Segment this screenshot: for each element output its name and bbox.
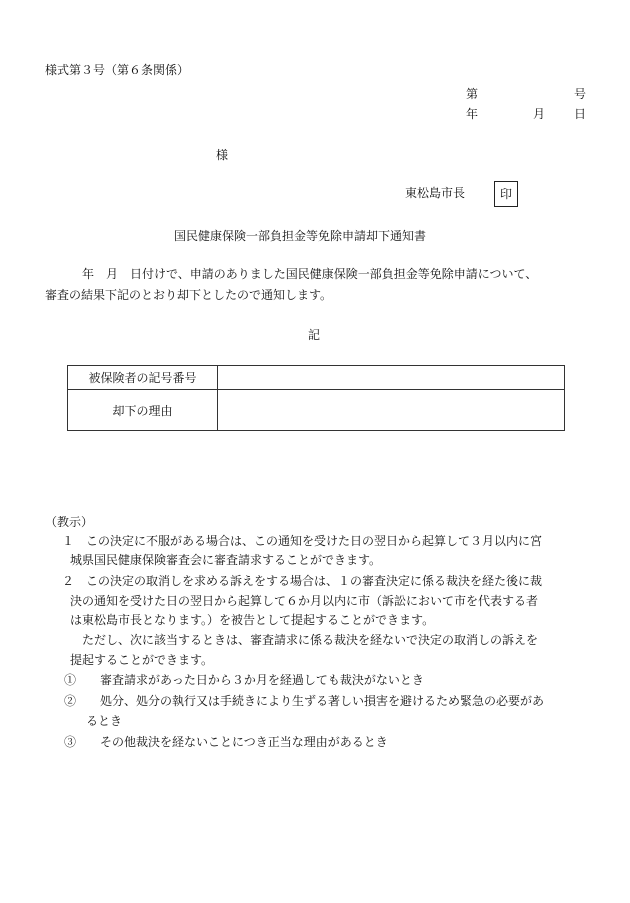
table-row [68,366,565,390]
notice-heading: （教示） [45,515,94,529]
table-value-insured-number [218,366,565,390]
notice-item1-line1: １ この決定に不服がある場合は、この通知を受けた日の翌日から起算して３月以内に宮 [62,534,543,548]
notice-sub1: ① 審査請求があった日から３か月を経過しても裁決がないとき [64,673,424,687]
date-day: 日 [574,107,587,121]
date-year: 年 [466,107,479,121]
notice-item2-line5: 提起することができます。 [70,653,214,667]
details-table [67,365,565,431]
table-row [68,390,565,431]
ki-heading: 記 [308,328,321,342]
notice-item1-line2: 城県国民健康保険審査会に審査請求することができます。 [70,553,382,567]
notice-sub2-line2: るとき [86,714,123,728]
recipient-honorific: 様 [216,148,229,162]
body-text-line2: 審査の結果下記のとおり却下としたので通知します。 [45,288,333,302]
date-month: 月 [533,107,546,121]
form-number: 様式第３号（第６条関係） [45,63,190,77]
body-text-line1: 年 月 日付けで、申請のありました国民健康保険一部負担金等免除申請について、 [82,267,538,281]
document-number-prefix: 第 [466,87,479,101]
sender-title: 東松島市長 [405,186,466,200]
notice-item2-line1: ２ この決定の取消しを求める訴えをする場合は、１の審査決定に係る裁決を経た後に裁 [62,574,543,588]
document-number-suffix: 号 [574,87,587,101]
notice-item2-line2: 決の通知を受けた日の翌日から起算して６か月以内に市（訴訟において市を代表する者 [70,594,539,608]
table-label-rejection-reason: 却下の理由 [68,390,218,431]
notice-sub2-line1: ② 処分、処分の執行又は手続きにより生ずる著しい損害を避けるため緊急の必要があ [64,694,545,708]
notice-sub3: ③ その他裁決を経ないことにつき正当な理由があるとき [64,735,388,749]
table-value-rejection-reason [218,390,565,431]
seal-box: 印 [494,181,518,207]
notice-item2-line4: ただし、次に該当するときは、審査請求に係る裁決を経ないで決定の取消しの訴えを [82,633,539,647]
table-label-insured-number: 被保険者の記号番号 [68,366,218,390]
document-title: 国民健康保険一部負担金等免除申請却下通知書 [174,229,427,243]
notice-item2-line3: は東松島市長となります。）を被告として提起することができます。 [70,613,435,627]
